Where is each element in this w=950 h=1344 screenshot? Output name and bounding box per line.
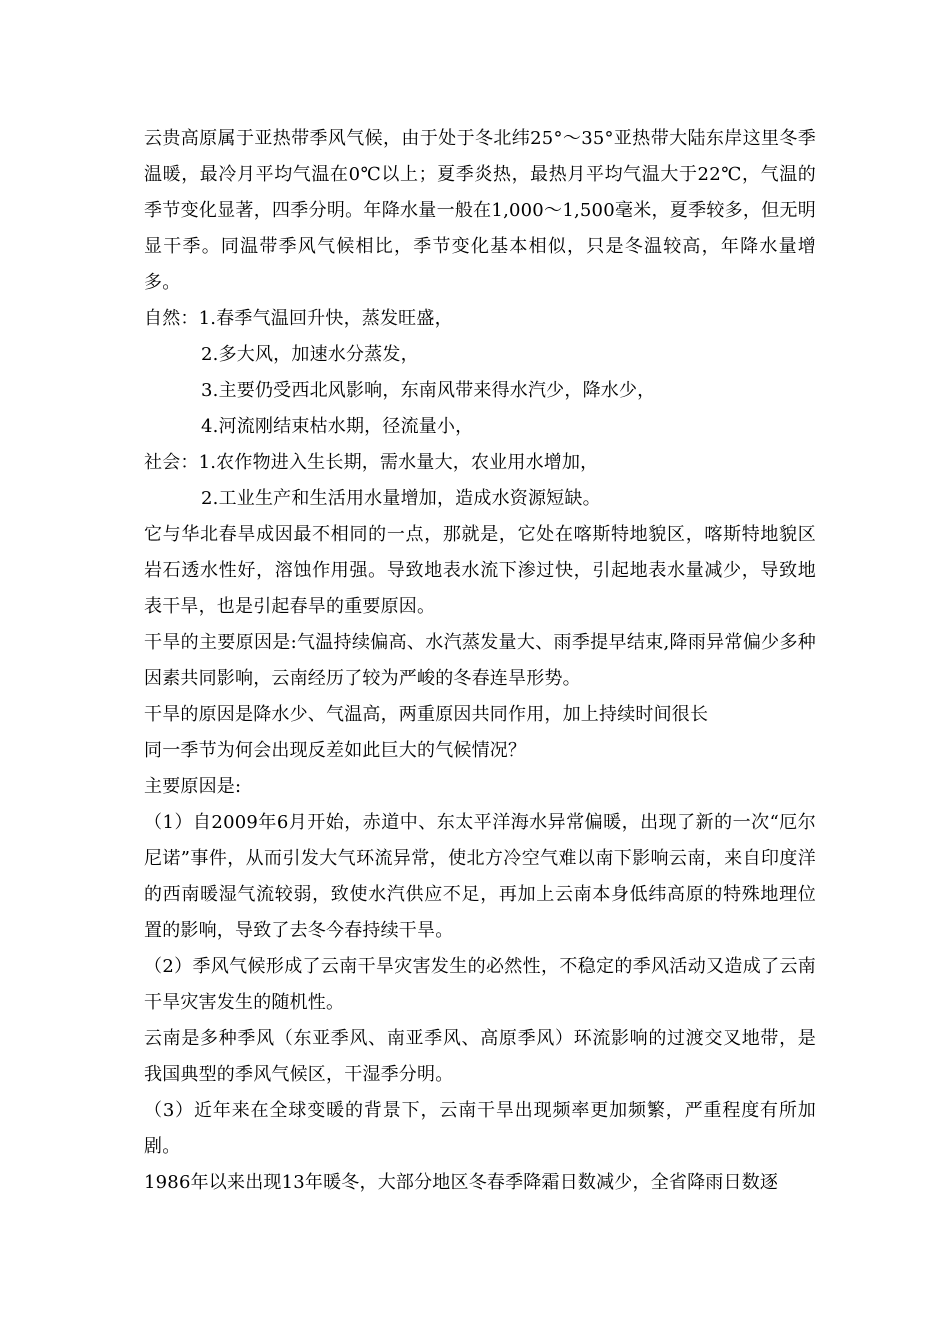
paragraph-karst: 它与华北春旱成因最不相同的一点，那就是，它处在喀斯特地貌区，喀斯特地貌区岩石透水性好，溶蚀作用强。导致地表水流下渗过快，引起地表水量减少，导致地表干旱，也是引起春旱的重要原因。: [144, 524, 816, 617]
paragraph-reason-3: （3）近年来在全球变暖的背景下，云南干旱出现频率更加频繁，严重程度有所加剧。: [144, 1100, 816, 1157]
paragraph-social-factor-2: 2.工业生产和生活用水量增加，造成水资源短缺。: [201, 488, 601, 509]
paragraph-monsoon-zone: 云南是多种季风（东亚季风、南亚季风、高原季风）环流影响的过渡交叉地带，是我国典型的季风气候区，干湿季分明。: [144, 1028, 816, 1085]
paragraph-natural-factor-3: 3.主要仍受西北风影响，东南风带来得水汽少，降水少，: [201, 380, 656, 401]
paragraph-reason-1: （1）自2009年6月开始，赤道中、东太平洋海水异常偏暖，出现了新的一次“厄尔尼诺”事件，从而引发大气环流异常，使北方冷空气难以南下影响云南，来自印度洋的西南暖湿气流较弱，致使水汽供应不足，再加上云南本身低纬高原的特殊地理位置的影响，导致了去冬今春持续干旱。: [144, 812, 816, 941]
paragraph-main-reasons-heading: 主要原因是:: [144, 776, 242, 797]
paragraph-natural-factor-2: 2.多大风，加速水分蒸发，: [201, 344, 419, 365]
paragraph-climate-overview: 云贵高原属于亚热带季风气候，由于处于冬北纬25°～35°亚热带大陆东岸这里冬季温暖，最冷月平均气温在0℃以上；夏季炎热，最热月平均气温大于22℃，气温的季节变化显著，四季分明。年降水量一般在1,000～1,500毫米，夏季较多，但无明显干季。同温带季风气候相比，季节变化基本相似，只是冬温较高，年降水量增多。: [144, 128, 816, 293]
paragraph-drought-reasons: 干旱的原因是降水少、气温高，两重原因共同作用，加上持续时间很长: [144, 704, 709, 725]
paragraph-natural-factor-1: 自然：1.春季气温回升快，蒸发旺盛，: [144, 308, 453, 329]
paragraph-reason-2: （2）季风气候形成了云南干旱灾害发生的必然性，不稳定的季风活动又造成了云南干旱灾害发生的随机性。: [144, 956, 816, 1013]
paragraph-question: 同一季节为何会出现反差如此巨大的气候情况？: [144, 740, 527, 761]
paragraph-natural-factor-4: 4.河流刚结束枯水期，径流量小，: [201, 416, 474, 437]
document-body: [144, 121, 816, 1201]
paragraph-warm-winters: 1986年以来出现13年暖冬，大部分地区冬春季降霜日数减少，全省降雨日数逐: [144, 1172, 779, 1193]
paragraph-social-factor-1: 社会：1.农作物进入生长期，需水量大，农业用水增加，: [144, 452, 599, 473]
paragraph-main-causes: 干旱的主要原因是:气温持续偏高、水汽蒸发量大、雨季提早结束,降雨异常偏少多种因素共同影响，云南经历了较为严峻的冬春连旱形势。: [144, 632, 816, 689]
